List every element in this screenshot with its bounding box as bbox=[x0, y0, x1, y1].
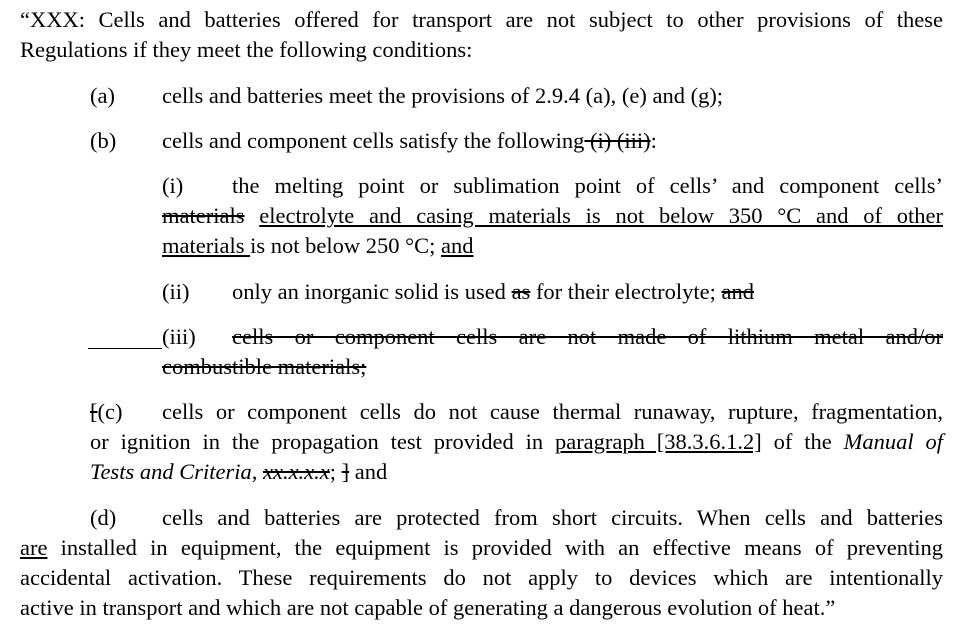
item-iii-line-2: combustible materials; bbox=[162, 354, 367, 379]
item-iii-label: (iii) bbox=[162, 324, 196, 349]
item-c-text-3: of the bbox=[761, 429, 844, 454]
item-c-bracket-close: ] bbox=[341, 459, 350, 484]
item-d-line-2 bbox=[20, 533, 943, 563]
item-b-deleted-text: (i) (iii) bbox=[584, 128, 651, 153]
item-iii-line-1 bbox=[162, 322, 943, 352]
intro-line-1: “XXX: Cells and batteries offered for transport are not subject to other provisions of these bbox=[20, 7, 943, 32]
item-i-inserted-text: electrolyte and casing materials is not below 350 °C and of other bbox=[259, 203, 943, 228]
item-a bbox=[90, 81, 723, 111]
item-c-deleted-ref: xx.x.x.x bbox=[262, 459, 330, 484]
item-c-manual-title-2: Tests and Criteria, bbox=[90, 459, 263, 484]
item-i-line-2 bbox=[162, 201, 943, 231]
item-iii-text: cells or component cells are not made of lithium metal and/or bbox=[232, 324, 943, 349]
item-ii-deleted-as: as bbox=[511, 279, 531, 304]
item-d-label: (d) bbox=[90, 505, 117, 530]
intro-line-2: Regulations if they meet the following conditions: bbox=[20, 37, 473, 62]
item-ii-text-1: only an inorganic solid is used bbox=[232, 279, 512, 304]
item-c-semicolon: ; bbox=[329, 459, 342, 484]
item-c-text-2: or ignition in the propagation test provided in bbox=[90, 429, 555, 454]
item-a-label: (a) bbox=[90, 83, 115, 108]
item-d-line-4: active in transport and which are not capable of generating a dangerous evolution of heat.” bbox=[20, 595, 836, 620]
item-d-text: cells and batteries are protected from short circuits. When cells and batteries bbox=[162, 505, 943, 530]
item-b bbox=[90, 126, 657, 156]
item-d-inserted-are: are bbox=[20, 535, 48, 560]
item-b-colon: : bbox=[650, 128, 657, 153]
item-c-line-1 bbox=[90, 397, 943, 427]
item-ii-label: (ii) bbox=[162, 279, 190, 304]
item-d-text-2: installed in equipment, the equipment is provided with an effective means of preventing bbox=[47, 535, 943, 560]
item-ii-text-2: for their electrolyte; bbox=[530, 279, 722, 304]
item-c-inserted-paragraph: paragraph [38.3.6.1.2] bbox=[554, 429, 762, 454]
item-i-deleted-text: materials bbox=[162, 203, 245, 228]
deleted-indent-line bbox=[88, 348, 162, 349]
item-ii bbox=[162, 277, 754, 307]
item-i-text-3: is not below 250 °C; bbox=[250, 233, 441, 258]
item-c-label bbox=[90, 397, 162, 427]
item-d-line-3: accidental activation. These requirements do not apply to devices which are intentionally bbox=[20, 565, 943, 590]
item-i-inserted-text-2: materials bbox=[162, 233, 251, 258]
item-c-manual-title: Manual of bbox=[843, 429, 943, 454]
item-ii-deleted-and: and bbox=[721, 279, 754, 304]
item-b-text: cells and component cells satisfy the following bbox=[162, 128, 585, 153]
item-c-line-2 bbox=[90, 427, 943, 457]
item-i-text: the melting point or sublimation point of cells’ and component cells’ bbox=[232, 173, 943, 198]
item-i-line-1 bbox=[162, 171, 943, 201]
item-c-text: cells or component cells do not cause thermal runaway, rupture, fragmentation, bbox=[162, 399, 943, 424]
item-c-label-text: (c) bbox=[97, 399, 123, 424]
item-i-label: (i) bbox=[162, 173, 184, 198]
item-i-line-3 bbox=[162, 231, 473, 261]
item-c-bracket-open: [ bbox=[90, 399, 98, 424]
item-a-text: cells and batteries meet the provisions of 2.9.4 (a), (e) and (g); bbox=[162, 83, 724, 108]
item-b-label: (b) bbox=[90, 128, 117, 153]
item-c-and: and bbox=[349, 459, 388, 484]
item-i-inserted-and: and bbox=[440, 233, 474, 258]
item-c-line-3 bbox=[90, 457, 387, 487]
item-d-line-1 bbox=[20, 503, 943, 533]
